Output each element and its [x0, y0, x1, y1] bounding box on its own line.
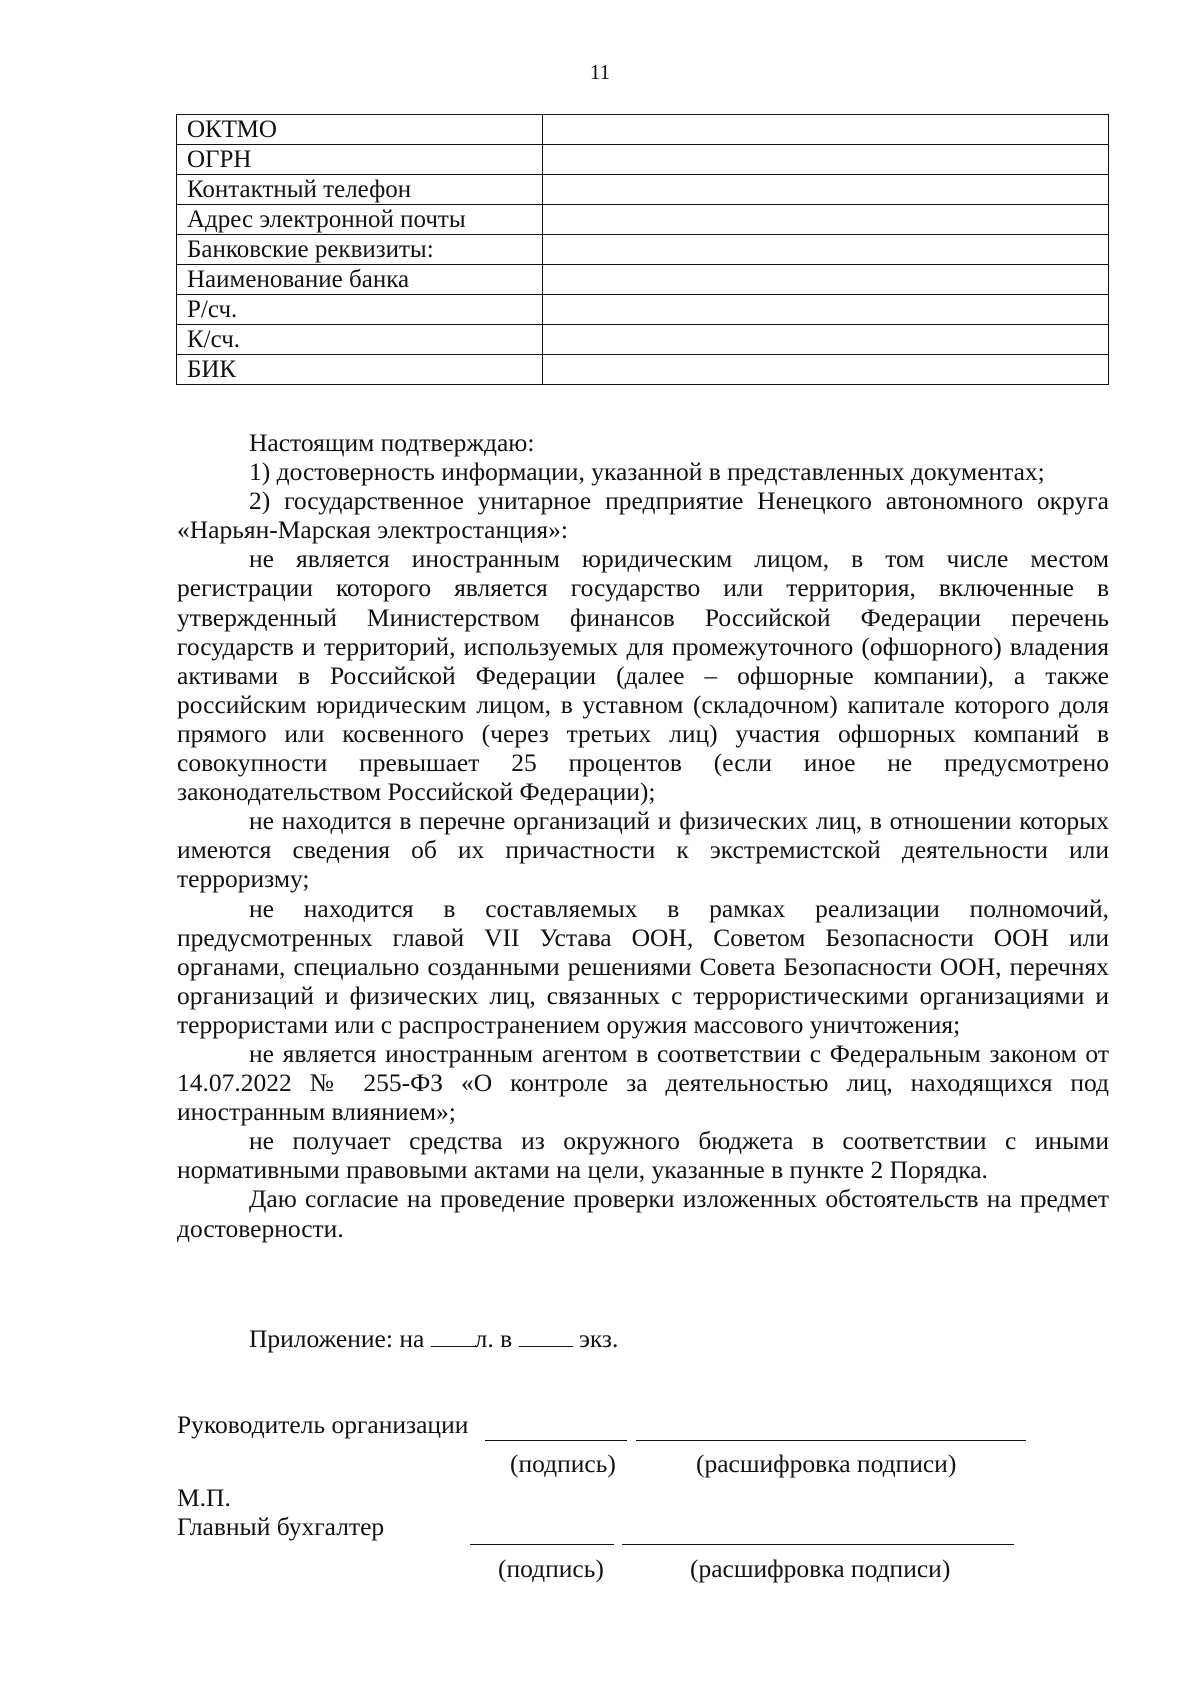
table-row: [177, 145, 1109, 175]
attachment-prefix: Приложение: на: [249, 1324, 425, 1353]
field-value[interactable]: [543, 265, 1109, 295]
stamp-label: М.П.: [177, 1483, 231, 1512]
table-row: [177, 205, 1109, 235]
accountant-decoding-line[interactable]: [622, 1544, 1014, 1545]
extremism-statement: не находится в перечне организаций и физических лиц, в отношении которых имеются сведения об их причастности к экстремистской деятельности или терроризму;: [177, 806, 1109, 894]
copies-count-blank[interactable]: [519, 1346, 573, 1347]
attachment-middle: л. в: [474, 1324, 513, 1353]
confirmation-item-1: 1) достоверность информации, указанной в представленных документах;: [249, 457, 1045, 487]
accountant-signature-line[interactable]: [470, 1544, 614, 1545]
offshore-statement: не является иностранным юридическим лицом, в том числе местом регистрации которого является государство или территория, включенные в утвержденный Министерством финансов Российской Федерации перечень государств и территорий, используемых для промежуточного (офшорного) владения активами в Российской Федерации (далее – офшорные компании), а также российским юридическим лицом, в уставном (складочном) капитале которого доля прямого или косвенного (через третьих лиц) участия офшорных компаний в совокупности превышает 25 процентов (если иное не предусмотрено законодательством Российской Федерации);: [177, 544, 1109, 807]
confirmation-item-2: 2) государственное унитарное предприятие Ненецкого автономного округа «Нарьян-Марская электростанция»:: [177, 486, 1109, 545]
field-label: Р/сч.: [177, 295, 543, 325]
sheets-count-blank[interactable]: [431, 1346, 475, 1347]
field-label: К/сч.: [177, 325, 543, 355]
attachment-line: [249, 1324, 618, 1354]
accountant-signature-caption: (подпись): [498, 1554, 604, 1583]
consent-statement: Даю согласие на проведение проверки изложенных обстоятельств на предмет достоверности.: [177, 1184, 1109, 1243]
table-row: [177, 115, 1109, 145]
un-sanctions-statement: не находится в составляемых в рамках реализации полномочий, предусмотренных главой VII Устава ООН, Советом Безопасности ООН или органами, специально созданными решениями Совета Безопасности ООН, перечнях организаций и физических лиц, связанных с террористическими организациями и террористами или с распространением оружия массового уничтожения;: [177, 893, 1109, 1039]
field-value[interactable]: [543, 175, 1109, 205]
table-row: [177, 355, 1109, 385]
head-signature-line[interactable]: [485, 1440, 627, 1441]
field-value[interactable]: [543, 355, 1109, 385]
field-label: Наименование банка: [177, 265, 543, 295]
page-number: 11: [589, 60, 611, 84]
head-decoding-caption: (расшифровка подписи): [696, 1449, 957, 1478]
table-row: [177, 295, 1109, 325]
table-row: [177, 175, 1109, 205]
head-decoding-line[interactable]: [636, 1440, 1026, 1441]
field-label: Банковские реквизиты:: [177, 235, 543, 265]
head-signature-caption: (подпись): [510, 1449, 616, 1478]
field-label: Контактный телефон: [177, 175, 543, 205]
confirmation-intro: Настоящим подтверждаю:: [249, 428, 535, 457]
confirmation-text: [177, 428, 1109, 1243]
foreign-agent-statement: не является иностранным агентом в соответствии с Федеральным законом от 14.07.2022 № 255-ФЗ «О контроле за деятельностью лиц, находящихся под иностранным влиянием»;: [177, 1038, 1109, 1127]
accountant-decoding-caption: (расшифровка подписи): [690, 1554, 951, 1583]
field-value[interactable]: [543, 235, 1109, 265]
field-value[interactable]: [543, 145, 1109, 175]
field-label: БИК: [177, 355, 543, 385]
field-value[interactable]: [543, 325, 1109, 355]
accountant-label: Главный бухгалтер: [177, 1512, 385, 1541]
field-value[interactable]: [543, 295, 1109, 325]
table-row: [177, 325, 1109, 355]
field-value[interactable]: [543, 115, 1109, 145]
table-row: [177, 265, 1109, 295]
field-value[interactable]: [543, 205, 1109, 235]
field-label: ОГРН: [177, 145, 543, 175]
head-label: Руководитель организации: [177, 1410, 469, 1439]
organization-details-table: [176, 114, 1109, 385]
table-row: [177, 235, 1109, 265]
budget-statement: не получает средства из окружного бюджета в соответствии с иными нормативными правовыми актами на цели, указанные в пункте 2 Порядка.: [177, 1126, 1109, 1185]
field-label: ОКТМО: [177, 115, 543, 145]
field-label: Адрес электронной почты: [177, 205, 543, 235]
attachment-suffix: экз.: [578, 1324, 619, 1353]
